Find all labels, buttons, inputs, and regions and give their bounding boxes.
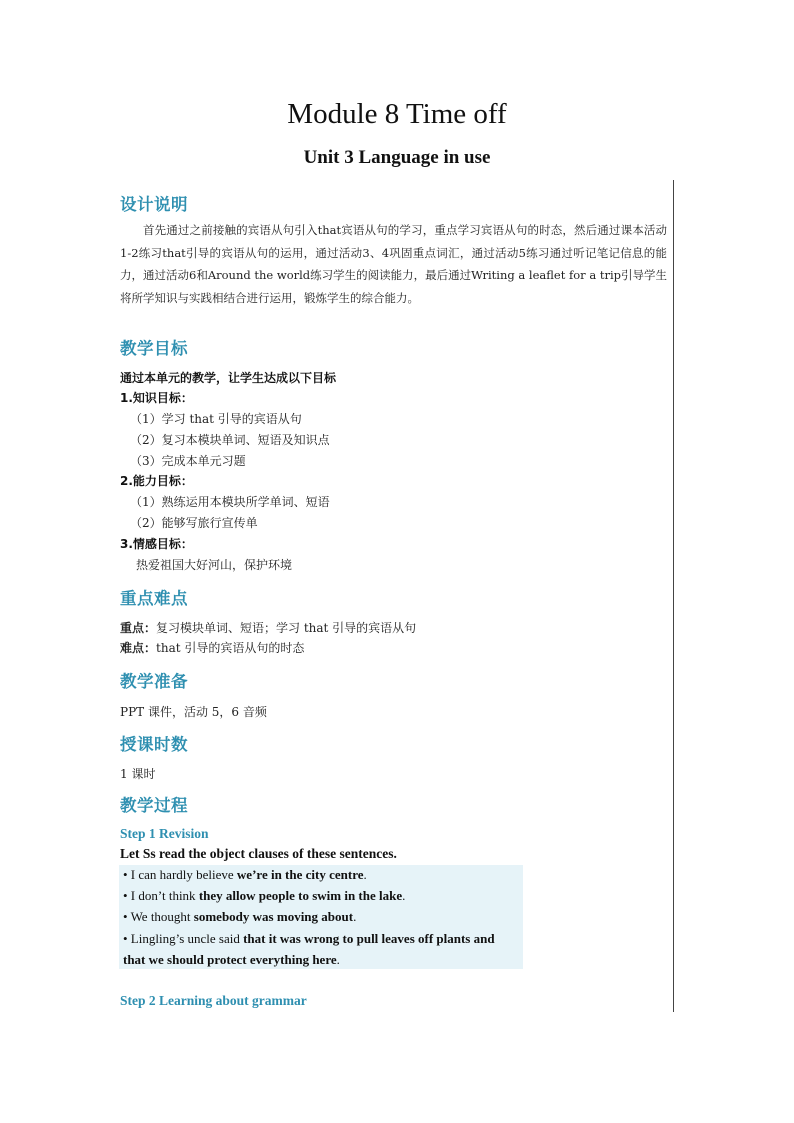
example-sentence: that we should protect everything here. [123, 952, 340, 967]
emotion-text: 热爱祖国大好河山，保护环境 [136, 558, 293, 572]
difficult-point [120, 639, 304, 656]
difficult-text: that 引导的宾语从句的时态 [156, 641, 305, 655]
section-heading-key: 重点难点 [120, 589, 188, 608]
knowledge-item: （3）完成本单元习题 [130, 454, 246, 468]
step-1-heading: Step 1 Revision [120, 826, 209, 841]
section-heading-design: 设计说明 [120, 195, 188, 214]
ability-label: 2.能力目标： [120, 474, 193, 488]
prep-text: PPT 课件，活动 5，6 音频 [120, 705, 267, 719]
step-2-heading: Step 2 Learning about grammar [120, 993, 307, 1008]
difficult-label: 难点： [120, 641, 157, 655]
knowledge-item: （2）复习本模块单词、短语及知识点 [130, 433, 330, 447]
key-label: 重点： [120, 621, 157, 635]
section-heading-hours: 授课时数 [120, 735, 188, 754]
example-sentence: • Lingling’s uncle said that it was wrong to pull leaves off plants and [123, 931, 495, 946]
ability-item: （2）能够写旅行宣传单 [130, 516, 258, 530]
section-heading-prep: 教学准备 [120, 672, 188, 691]
margin-rule [673, 180, 674, 1012]
goals-intro: 通过本单元的教学，让学生达成以下目标 [120, 371, 337, 385]
key-text: 复习模块单词、短语；学习 that 引导的宾语从句 [156, 621, 417, 635]
example-sentence: • I don’t think they allow people to swim in the lake. [123, 888, 406, 903]
example-sentence: • I can hardly believe we’re in the city centre. [123, 867, 367, 882]
ability-item: （1）熟练运用本模块所学单词、短语 [130, 495, 330, 509]
example-sentence: • We thought somebody was moving about. [123, 909, 357, 924]
page-subtitle: Unit 3 Language in use [303, 147, 491, 168]
key-point [120, 619, 416, 636]
design-paragraph: 首先通过之前接触的宾语从句引入that宾语从句的学习，重点学习宾语从句的时态，然后通过课本活动1-2练习that引导的宾语从句的运用，通过活动3、4巩固重点词汇，通过活动5练习通过听记笔记信息的能力，通过活动6和Around the world练习学生的阅读能力，最后通过Writing a leaflet for a trip引导学生将所学知识与实践相结合进行运用，锻炼学生的综合能力。 [120, 223, 667, 305]
section-heading-process: 教学过程 [120, 796, 188, 815]
knowledge-label: 1.知识目标： [120, 391, 193, 405]
page-title: Module 8 Time off [287, 98, 507, 130]
knowledge-item: （1）学习 that 引导的宾语从句 [130, 412, 302, 426]
hours-text: 1 课时 [120, 767, 156, 781]
section-heading-goals: 教学目标 [120, 339, 188, 358]
step-1-instruction: Let Ss read the object clauses of these sentences. [120, 846, 397, 861]
emotion-label: 3.情感目标： [120, 537, 193, 551]
